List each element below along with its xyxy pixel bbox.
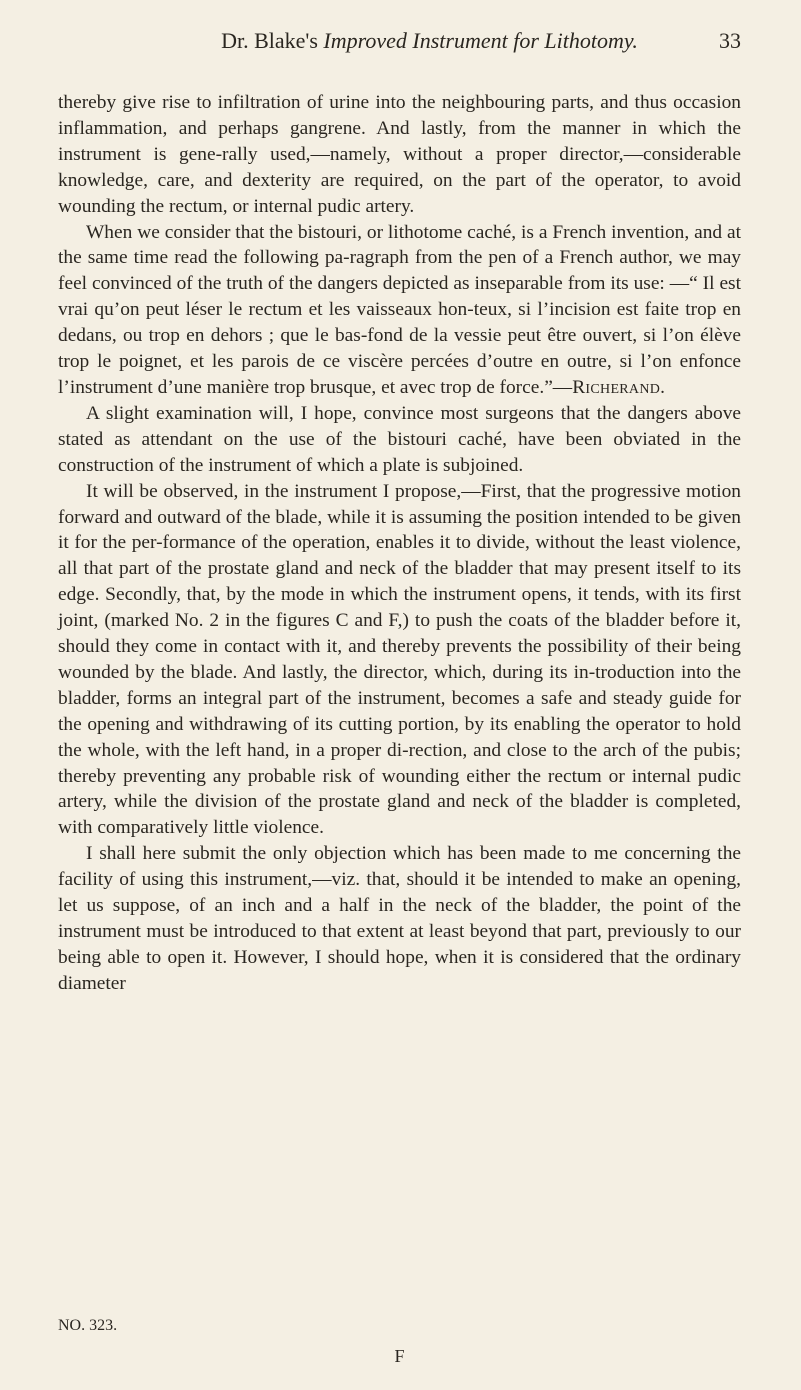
page-number: 33	[719, 28, 741, 53]
paragraph-3: A slight examination will, I hope, convince most surgeons that the dangers above stated as attendant on the use of the bistouri caché, have been obviated in the construction of the instrument of which a plate is subjoined.	[58, 402, 741, 476]
quote-attribution: Richerand.	[572, 376, 666, 398]
running-head-title	[58, 28, 681, 54]
running-head-book-title: Improved Instrument for Lithotomy.	[323, 28, 638, 53]
signature-number: NO. 323.	[58, 1317, 118, 1334]
sheet-letter: F	[394, 1346, 405, 1366]
running-head-author: Dr. Blake's	[221, 28, 318, 53]
paragraph-2	[58, 220, 741, 401]
paragraph-4: It will be observed, in the instrument I propose,—First, that the progressive motion forward and outward of the blade, while it is assuming the position intended to be given it for the per-formance of the operation, enables it to divide, without the least violence, all that part of the prostate gland and neck of the bladder that may present itself to its edge. Secondly, that, by the mode in which the instrument opens, it tends, with its first joint, (marked No. 2 in the figures C and F,) to push the coats of the bladder before it, should they come in contact with it, and thereby prevents the possibility of their being wounded by the blade. And lastly, the director, which, during its in-troduction into the bladder, forms an integral part of the instrument, becomes a safe and steady guide for the opening and withdrawing of its cutting portion, by its enabling the operator to hold the whole, with the left hand, in a proper di-rection, and close to the arch of the pubis; thereby preventing any probable risk of wounding either the rectum or internal pudic artery, while the division of the prostate gland and neck of the bladder is completed, with comparatively little violence.	[58, 480, 741, 839]
paragraph-5: I shall here submit the only objection which has been made to me concerning the facility of using this instrument,—viz. that, should it be intended to make an opening, let us suppose, of an inch and a half in the neck of the bladder, the point of the instrument must be introduced to that extent at least beyond that part, previously to our being able to open it. However, I should hope, when it is considered that the ordinary diameter	[58, 843, 741, 994]
paragraph-1: thereby give rise to infiltration of urine into the neighbouring parts, and thus occasion inflammation, and perhaps gangrene. And lastly, from the manner in which the instrument is gene-rally used,—namely, without a proper director,—considerable knowledge, care, and dexterity are required, on the part of the operator, to avoid wounding the rectum, or internal pudic artery.	[58, 92, 741, 217]
paragraph-2-text: When we consider that the bistouri, or lithotome caché, is a French invention, and at the same time read the following pa-ragraph from the pen of a French author, we may feel convinced of the truth of the dangers depicted as inseparable from its use: —“ Il est vrai qu’on peut léser le rectum et les vaisseaux hon-teux, si l’incision est faite trop en dedans, ou trop en dehors ; que le bas-fond de la vessie peut être ouvert, si l’on élève trop le poignet, et les parois de ce viscère percées d’outre en outre, si l’on enfonce l’instrument d’une manière trop brusque, et avec trop de force.”—	[58, 221, 741, 398]
body-text	[58, 90, 741, 997]
running-head	[58, 28, 741, 54]
